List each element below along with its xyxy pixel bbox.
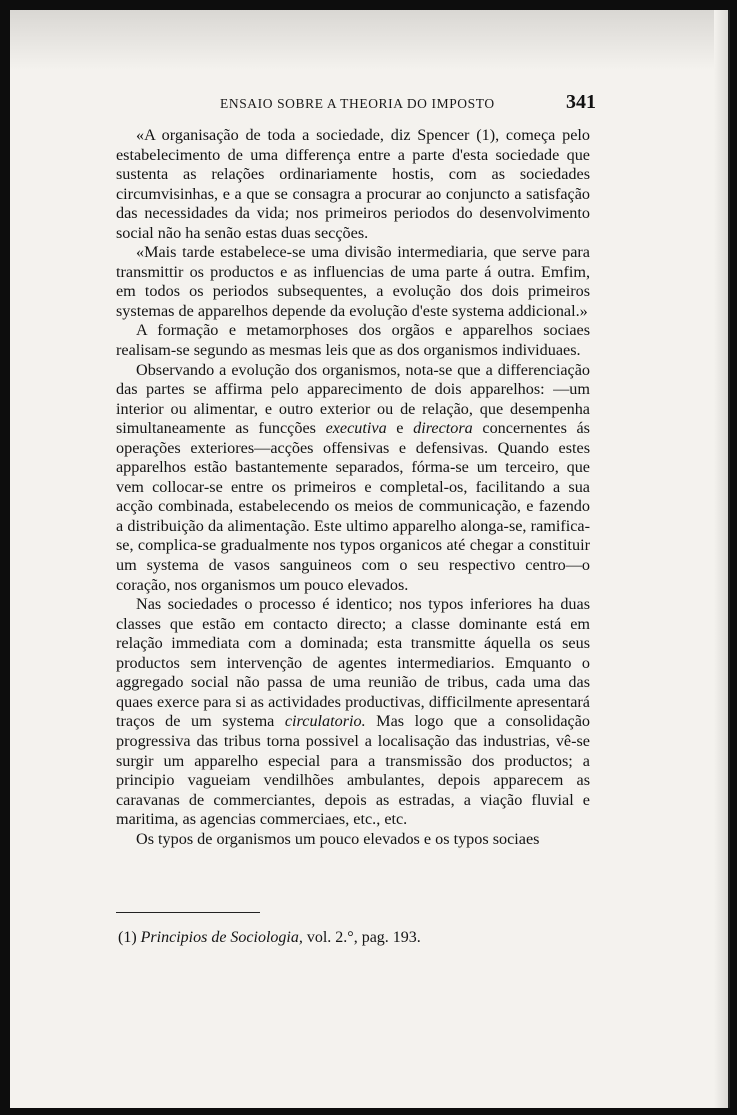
footnote-details: vol. 2.°, pag. 193. <box>306 929 421 946</box>
paragraph-organisms <box>116 361 590 596</box>
footnote-marker: (1) <box>118 929 137 946</box>
text-segment: concernentes ás operações exteriores—acções offensivas e defensivas. Quando estes apparelhos estão bastantemente separados, fórma-se um terceiro, que vem collocar-se entre os primeiros e completal-os, facilitando a sua acção combinada, estabelecendo os meios de communicação, e fazendo a distribuição da alimentação. Este ultimo apparelho alonga-se, ramifica-se, complica-se gradualmente nos typos organicos até chegar a constituir um systema de vasos sanguineos com o seu respectivo centro—o coração, nos organismos um pouco elevados. <box>116 419 590 594</box>
text-segment: Mas logo que a consolidação progressiva das tribus torna possivel a localisação das industrias, vê-se surgir um apparelho especial para a transmissão dos productos; a principio vagueiam vendilhões ambulantes, depois apparecem as caravanas de commerciantes, depois as estradas, a viação fluvial e maritima, as agencias commerciaes, etc., etc. <box>116 712 591 829</box>
footnote-rule <box>116 912 260 913</box>
footnote <box>118 929 592 947</box>
body-text <box>116 126 590 849</box>
running-title: ENSAIO SOBRE A THEORIA DO IMPOSTO <box>220 96 495 111</box>
paragraph-formation: A formação e metamorphoses dos orgãos e apparelhos sociaes realisam-se segundo as mesmas leis que as dos organismos individuaes. <box>116 321 590 360</box>
italic-term: executiva <box>325 419 387 438</box>
italic-term: directora <box>413 419 473 438</box>
page-number: 341 <box>566 91 596 113</box>
page-shadow <box>10 10 728 70</box>
paragraph-types: Os typos de organismos um pouco elevados e os typos sociaes <box>136 829 540 848</box>
paragraph-societies <box>116 595 590 830</box>
page-edge <box>714 10 728 1108</box>
italic-term: circulatorio. <box>284 712 366 731</box>
paragraph-intermediate-division: «Mais tarde estabelece-se uma divisão intermediaria, que serve para transmittir os productos e as influencias de uma parte á outra. Emfim, em todos os periodos subsequentes, a evolução dos dois primeiros systemas de apparelhos depende da evolução d'este systema addicional.» <box>116 243 590 320</box>
text-segment: e <box>386 419 414 438</box>
paragraph-spencer-quote: «A organisação de toda a sociedade, diz Spencer (1), começa pelo estabelecimento de uma differença entre a parte d'esta sociedade que sustenta as relações ordinariamente hostis, com as sociedades circumvisinhas, e a que se consagra a procurar ao conjuncto a satisfação das necessidades da vida; nos primeiros periodos do desenvolvimento social não ha senão estas duas secções. <box>116 126 590 242</box>
text-segment: Nas sociedades o processo é identico; nos typos inferiores ha duas classes que estão em contacto directo; a classe dominante está em relação immediata com a dominada; esta transmitte áquella os seus productos sem intervenção de agentes intermediarios. Emquanto o aggregado social não passa de uma reunião de tribus, cada uma das quaes exerce para si as actividades productivas, difficilmente apresentará traços de um systema <box>116 595 590 731</box>
text-segment: Observando a evolução dos organismos, nota-se que a differenciação das partes se affirma pelo apparecimento de dois apparelhos: —um interior ou alimentar, e outro exterior ou de relação, que desempenha simultaneamente as funcções <box>116 360 590 438</box>
footnote-work-title: Principios de Sociologia, <box>140 929 303 946</box>
